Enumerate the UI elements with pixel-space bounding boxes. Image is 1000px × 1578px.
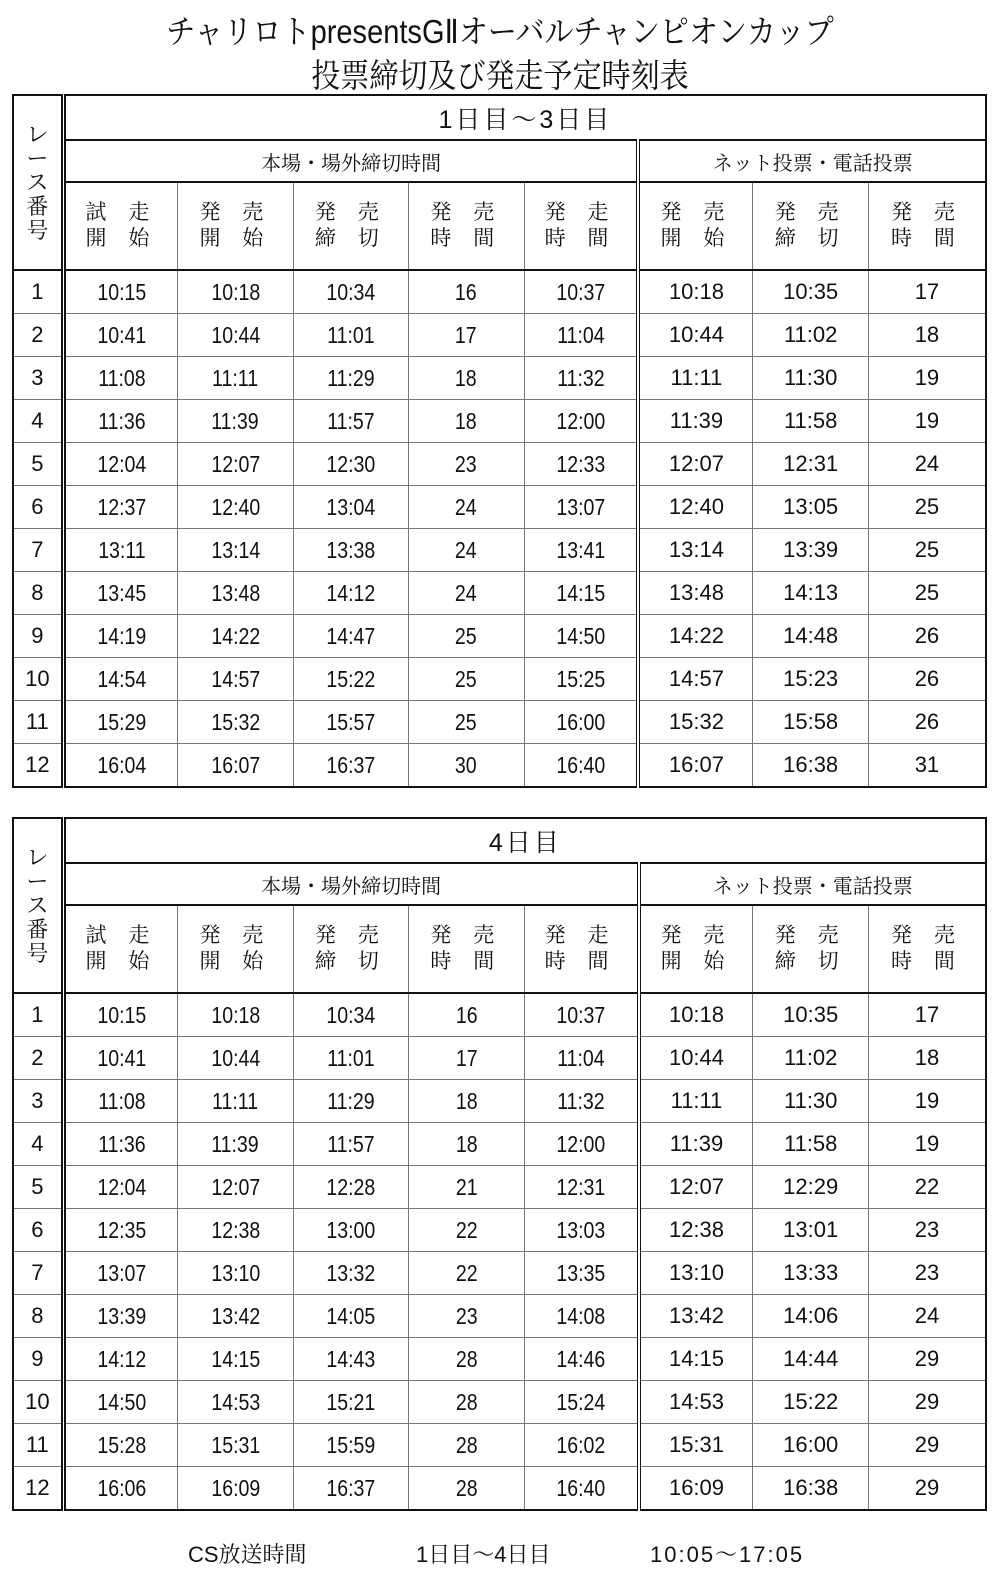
col-header-sale-start: 発 売 開 始 [178,905,293,993]
race-number: 1 [13,270,63,314]
race-number: 4 [13,1123,63,1166]
cell-net-sale-start: 10:18 [639,993,753,1037]
broadcast-days: 1日目～4日目 [416,1542,551,1567]
race-number: 10 [13,658,63,701]
cell-net-sale-start: 14:53 [639,1381,753,1424]
cell-trial-start: 14:12 [63,1338,177,1381]
cell-net-sale-minutes: 19 [868,1080,986,1123]
cell-sale-start: 12:07 [178,443,293,486]
cell-net-sale-start: 12:38 [639,1209,753,1252]
cell-net-sale-minutes: 18 [868,314,986,357]
cell-net-sale-close: 12:29 [753,1166,868,1209]
cell-sale-start: 13:48 [178,572,293,615]
cell-sale-start: 11:11 [178,357,293,400]
cell-sale-start: 11:39 [178,1123,293,1166]
race-number: 2 [13,314,63,357]
cell-net-sale-close: 12:31 [753,443,868,486]
cell-net-sale-close: 13:33 [753,1252,868,1295]
day-label: 1日目～3日目 [63,95,986,140]
col-header-post-time: 発 走 時 間 [524,182,638,270]
cell-sale-close: 14:47 [293,615,408,658]
race-number: 2 [13,1037,63,1080]
cell-sale-start: 10:44 [178,1037,293,1080]
cell-sale-close: 11:29 [293,1080,408,1123]
cell-net-sale-close: 11:58 [753,1123,868,1166]
cell-net-sale-start: 15:31 [639,1424,753,1467]
cell-sale-close: 15:57 [293,701,408,744]
table-row [13,1424,986,1467]
race-number: 7 [13,1252,63,1295]
cell-net-sale-start: 12:07 [639,1166,753,1209]
cell-sale-close: 15:21 [293,1381,408,1424]
cell-sale-start: 13:14 [178,529,293,572]
cell-sale-minutes: 18 [409,1123,524,1166]
cell-sale-minutes: 16 [409,270,524,314]
cell-net-sale-start: 11:11 [638,357,752,400]
cell-post-time: 12:00 [524,1123,638,1166]
cell-sale-minutes: 28 [409,1424,524,1467]
cell-sale-close: 12:28 [293,1166,408,1209]
cell-sale-close: 11:01 [293,314,408,357]
cell-post-time: 10:37 [524,993,638,1037]
cell-net-sale-start: 16:07 [638,744,752,788]
cell-post-time: 13:41 [524,529,638,572]
cell-post-time: 13:35 [524,1252,638,1295]
race-number: 1 [13,993,63,1037]
race-number: 3 [13,357,63,400]
table-row [13,993,986,1037]
cell-net-sale-minutes: 19 [868,357,986,400]
race-number-header: レース番号 [13,95,63,270]
cell-post-time: 11:04 [524,1037,638,1080]
group-venue-header: 本場・場外締切時間 [63,140,638,182]
cell-net-sale-minutes: 25 [868,529,986,572]
col-header-net-sale-close: 発 売 締 切 [753,905,868,993]
cell-sale-start: 14:57 [178,658,293,701]
cell-sale-minutes: 18 [409,357,524,400]
group-net-header: ネット投票・電話投票 [638,140,986,182]
cell-sale-start: 11:11 [178,1080,293,1123]
cell-post-time: 16:40 [524,1467,638,1511]
cell-sale-minutes: 24 [409,572,524,615]
table-row [13,400,986,443]
race-number: 5 [13,443,63,486]
cell-net-sale-close: 10:35 [753,993,868,1037]
race-number: 8 [13,572,63,615]
table-row [13,1037,986,1080]
cell-sale-start: 13:10 [178,1252,293,1295]
cell-net-sale-minutes: 26 [868,658,986,701]
cell-sale-close: 16:37 [293,744,408,788]
cell-net-sale-minutes: 29 [868,1381,986,1424]
cell-trial-start: 11:08 [63,357,177,400]
table-row [13,1338,986,1381]
schedule-table-day4 [12,817,987,1511]
cell-sale-minutes: 18 [409,1080,524,1123]
cell-sale-close: 15:59 [293,1424,408,1467]
cell-net-sale-close: 14:06 [753,1295,868,1338]
cell-net-sale-start: 12:40 [638,486,752,529]
race-number: 11 [13,701,63,744]
cell-net-sale-minutes: 18 [868,1037,986,1080]
cell-net-sale-close: 14:44 [753,1338,868,1381]
cell-net-sale-start: 14:57 [638,658,752,701]
race-number: 10 [13,1381,63,1424]
cell-sale-minutes: 17 [409,1037,524,1080]
table-row [13,658,986,701]
table-row [13,357,986,400]
cell-net-sale-minutes: 29 [868,1467,986,1511]
cell-sale-minutes: 22 [409,1209,524,1252]
cell-sale-close: 11:29 [293,357,408,400]
cell-sale-close: 14:12 [293,572,408,615]
cell-post-time: 15:25 [524,658,638,701]
cell-sale-minutes: 16 [409,993,524,1037]
cell-sale-close: 14:05 [293,1295,408,1338]
cell-net-sale-start: 10:18 [638,270,752,314]
table-row [13,744,986,788]
cell-sale-start: 13:42 [178,1295,293,1338]
race-number: 4 [13,400,63,443]
cell-sale-minutes: 28 [409,1467,524,1511]
col-header-net-sale-start: 発 売 開 始 [639,905,753,993]
broadcast-label: CS放送時間 [188,1542,307,1567]
cell-net-sale-minutes: 29 [868,1424,986,1467]
race-number: 8 [13,1295,63,1338]
cell-net-sale-minutes: 26 [868,701,986,744]
race-number: 9 [13,615,63,658]
cell-sale-start: 15:32 [178,701,293,744]
cell-trial-start: 14:19 [63,615,177,658]
cell-net-sale-close: 15:58 [753,701,868,744]
cell-post-time: 10:37 [524,270,638,314]
cell-net-sale-close: 11:02 [753,314,868,357]
cell-trial-start: 16:06 [63,1467,177,1511]
cell-sale-close: 10:34 [293,270,408,314]
cell-net-sale-minutes: 23 [868,1209,986,1252]
cell-net-sale-start: 14:22 [638,615,752,658]
cell-net-sale-minutes: 19 [868,400,986,443]
table-row [13,529,986,572]
cell-trial-start: 14:54 [63,658,177,701]
table-row [13,1166,986,1209]
cell-net-sale-minutes: 24 [868,443,986,486]
cell-net-sale-close: 13:05 [753,486,868,529]
cell-sale-start: 12:40 [178,486,293,529]
cell-net-sale-minutes: 25 [868,572,986,615]
cell-trial-start: 12:37 [63,486,177,529]
cell-trial-start: 13:11 [63,529,177,572]
cell-trial-start: 10:41 [63,314,177,357]
col-header-sale-minutes: 発 売 時 間 [409,905,524,993]
cell-post-time: 13:03 [524,1209,638,1252]
table-row [13,443,986,486]
cell-sale-close: 14:43 [293,1338,408,1381]
cell-sale-close: 11:57 [293,400,408,443]
cell-sale-minutes: 24 [409,486,524,529]
cell-sale-minutes: 17 [409,314,524,357]
cell-post-time: 12:00 [524,400,638,443]
cell-net-sale-close: 16:00 [753,1424,868,1467]
cell-sale-start: 10:44 [178,314,293,357]
cell-sale-start: 11:39 [178,400,293,443]
table-row [13,1080,986,1123]
cell-trial-start: 13:07 [63,1252,177,1295]
cell-sale-minutes: 24 [409,529,524,572]
cell-sale-start: 14:15 [178,1338,293,1381]
schedule-table-day1-3 [12,94,987,788]
race-number: 9 [13,1338,63,1381]
day-label: 4日目 [63,818,986,863]
table-row [13,1252,986,1295]
col-header-sale-minutes: 発 売 時 間 [409,182,524,270]
cell-sale-close: 11:01 [293,1037,408,1080]
race-number-header: レース番号 [13,818,63,993]
cell-sale-minutes: 28 [409,1338,524,1381]
cell-net-sale-start: 10:44 [638,314,752,357]
cell-trial-start: 16:04 [63,744,177,788]
cell-post-time: 11:04 [524,314,638,357]
cell-sale-minutes: 28 [409,1381,524,1424]
cell-post-time: 14:08 [524,1295,638,1338]
col-header-post-time: 発 走 時 間 [524,905,638,993]
cell-sale-start: 14:53 [178,1381,293,1424]
table-row [13,1209,986,1252]
table-row [13,701,986,744]
cell-sale-minutes: 22 [409,1252,524,1295]
cell-net-sale-start: 12:07 [638,443,752,486]
cell-net-sale-start: 16:09 [639,1467,753,1511]
cell-net-sale-minutes: 19 [868,1123,986,1166]
cell-net-sale-close: 13:39 [753,529,868,572]
cell-trial-start: 10:41 [63,1037,177,1080]
cell-trial-start: 11:08 [63,1080,177,1123]
cell-net-sale-minutes: 26 [868,615,986,658]
cell-sale-close: 15:22 [293,658,408,701]
table-row [13,1381,986,1424]
cell-sale-close: 13:38 [293,529,408,572]
cell-trial-start: 10:15 [63,270,177,314]
cell-trial-start: 12:35 [63,1209,177,1252]
table-row [13,270,986,314]
cell-trial-start: 13:39 [63,1295,177,1338]
cell-trial-start: 15:28 [63,1424,177,1467]
col-header-net-sale-close: 発 売 締 切 [753,182,868,270]
race-number: 3 [13,1080,63,1123]
race-number: 6 [13,486,63,529]
cell-sale-minutes: 25 [409,701,524,744]
cell-sale-minutes: 23 [409,1295,524,1338]
cell-net-sale-close: 14:13 [753,572,868,615]
cell-net-sale-close: 16:38 [753,1467,868,1511]
cell-sale-close: 13:04 [293,486,408,529]
page-title: チャリロトpresentsGⅡオーバルチャンピオンカップ [166,13,834,50]
cell-net-sale-start: 13:48 [638,572,752,615]
col-header-sale-start: 発 売 開 始 [178,182,293,270]
cell-sale-minutes: 18 [409,400,524,443]
race-number: 11 [13,1424,63,1467]
cell-net-sale-close: 13:01 [753,1209,868,1252]
cell-net-sale-minutes: 17 [868,993,986,1037]
cell-net-sale-close: 11:30 [753,357,868,400]
cell-net-sale-close: 11:58 [753,400,868,443]
group-net-header: ネット投票・電話投票 [639,863,986,905]
cell-net-sale-minutes: 31 [868,744,986,788]
cell-net-sale-start: 14:15 [639,1338,753,1381]
col-header-sale-close: 発 売 締 切 [293,905,408,993]
cell-trial-start: 13:45 [63,572,177,615]
race-number: 5 [13,1166,63,1209]
table-row [13,1467,986,1511]
cell-post-time: 14:50 [524,615,638,658]
cell-sale-close: 13:00 [293,1209,408,1252]
table-row [13,1295,986,1338]
broadcast-info [0,1538,1000,1572]
race-number: 12 [13,744,63,788]
cell-net-sale-start: 11:39 [638,400,752,443]
cell-net-sale-start: 11:39 [639,1123,753,1166]
cell-post-time: 14:15 [524,572,638,615]
broadcast-time: 10:05～17:05 [650,1542,805,1567]
col-header-trial-start: 試 走 開 始 [63,182,177,270]
cell-net-sale-start: 13:42 [639,1295,753,1338]
cell-net-sale-close: 10:35 [753,270,868,314]
cell-net-sale-close: 14:48 [753,615,868,658]
cell-net-sale-start: 11:11 [639,1080,753,1123]
cell-net-sale-start: 15:32 [638,701,752,744]
cell-post-time: 15:24 [524,1381,638,1424]
cell-net-sale-start: 13:10 [639,1252,753,1295]
col-header-trial-start: 試 走 開 始 [63,905,177,993]
cell-sale-close: 12:30 [293,443,408,486]
cell-trial-start: 14:50 [63,1381,177,1424]
cell-trial-start: 12:04 [63,1166,177,1209]
cell-trial-start: 11:36 [63,400,177,443]
cell-post-time: 14:46 [524,1338,638,1381]
cell-net-sale-close: 15:23 [753,658,868,701]
cell-post-time: 16:00 [524,701,638,744]
cell-trial-start: 11:36 [63,1123,177,1166]
cell-sale-minutes: 23 [409,443,524,486]
cell-sale-start: 14:22 [178,615,293,658]
col-header-net-sale-minutes: 発 売 時 間 [868,182,986,270]
cell-sale-start: 16:07 [178,744,293,788]
cell-sale-start: 15:31 [178,1424,293,1467]
cell-sale-close: 16:37 [293,1467,408,1511]
cell-net-sale-start: 13:14 [638,529,752,572]
table-row [13,572,986,615]
cell-net-sale-close: 11:02 [753,1037,868,1080]
cell-post-time: 12:33 [524,443,638,486]
col-header-net-sale-start: 発 売 開 始 [638,182,752,270]
cell-sale-start: 10:18 [178,270,293,314]
table-row [13,615,986,658]
col-header-net-sale-minutes: 発 売 時 間 [868,905,986,993]
cell-sale-minutes: 25 [409,658,524,701]
cell-sale-start: 16:09 [178,1467,293,1511]
cell-sale-close: 11:57 [293,1123,408,1166]
cell-net-sale-minutes: 17 [868,270,986,314]
cell-post-time: 16:02 [524,1424,638,1467]
race-number: 6 [13,1209,63,1252]
cell-trial-start: 10:15 [63,993,177,1037]
cell-post-time: 13:07 [524,486,638,529]
race-number: 7 [13,529,63,572]
group-venue-header: 本場・場外締切時間 [63,863,638,905]
race-number: 12 [13,1467,63,1511]
cell-net-sale-minutes: 22 [868,1166,986,1209]
cell-net-sale-minutes: 24 [868,1295,986,1338]
col-header-sale-close: 発 売 締 切 [293,182,408,270]
table-row [13,1123,986,1166]
cell-sale-start: 12:07 [178,1166,293,1209]
cell-net-sale-close: 16:38 [753,744,868,788]
cell-net-sale-start: 10:44 [639,1037,753,1080]
cell-post-time: 16:40 [524,744,638,788]
cell-sale-close: 10:34 [293,993,408,1037]
cell-post-time: 11:32 [524,1080,638,1123]
cell-net-sale-minutes: 23 [868,1252,986,1295]
cell-trial-start: 15:29 [63,701,177,744]
cell-sale-start: 10:18 [178,993,293,1037]
cell-sale-start: 12:38 [178,1209,293,1252]
cell-trial-start: 12:04 [63,443,177,486]
cell-net-sale-minutes: 25 [868,486,986,529]
page-subtitle: 投票締切及び発走予定時刻表 [311,57,689,94]
cell-post-time: 11:32 [524,357,638,400]
cell-net-sale-close: 15:22 [753,1381,868,1424]
cell-post-time: 12:31 [524,1166,638,1209]
cell-sale-close: 13:32 [293,1252,408,1295]
table-row [13,486,986,529]
cell-sale-minutes: 21 [409,1166,524,1209]
cell-net-sale-close: 11:30 [753,1080,868,1123]
cell-sale-minutes: 25 [409,615,524,658]
cell-sale-minutes: 30 [409,744,524,788]
cell-net-sale-minutes: 29 [868,1338,986,1381]
table-row [13,314,986,357]
